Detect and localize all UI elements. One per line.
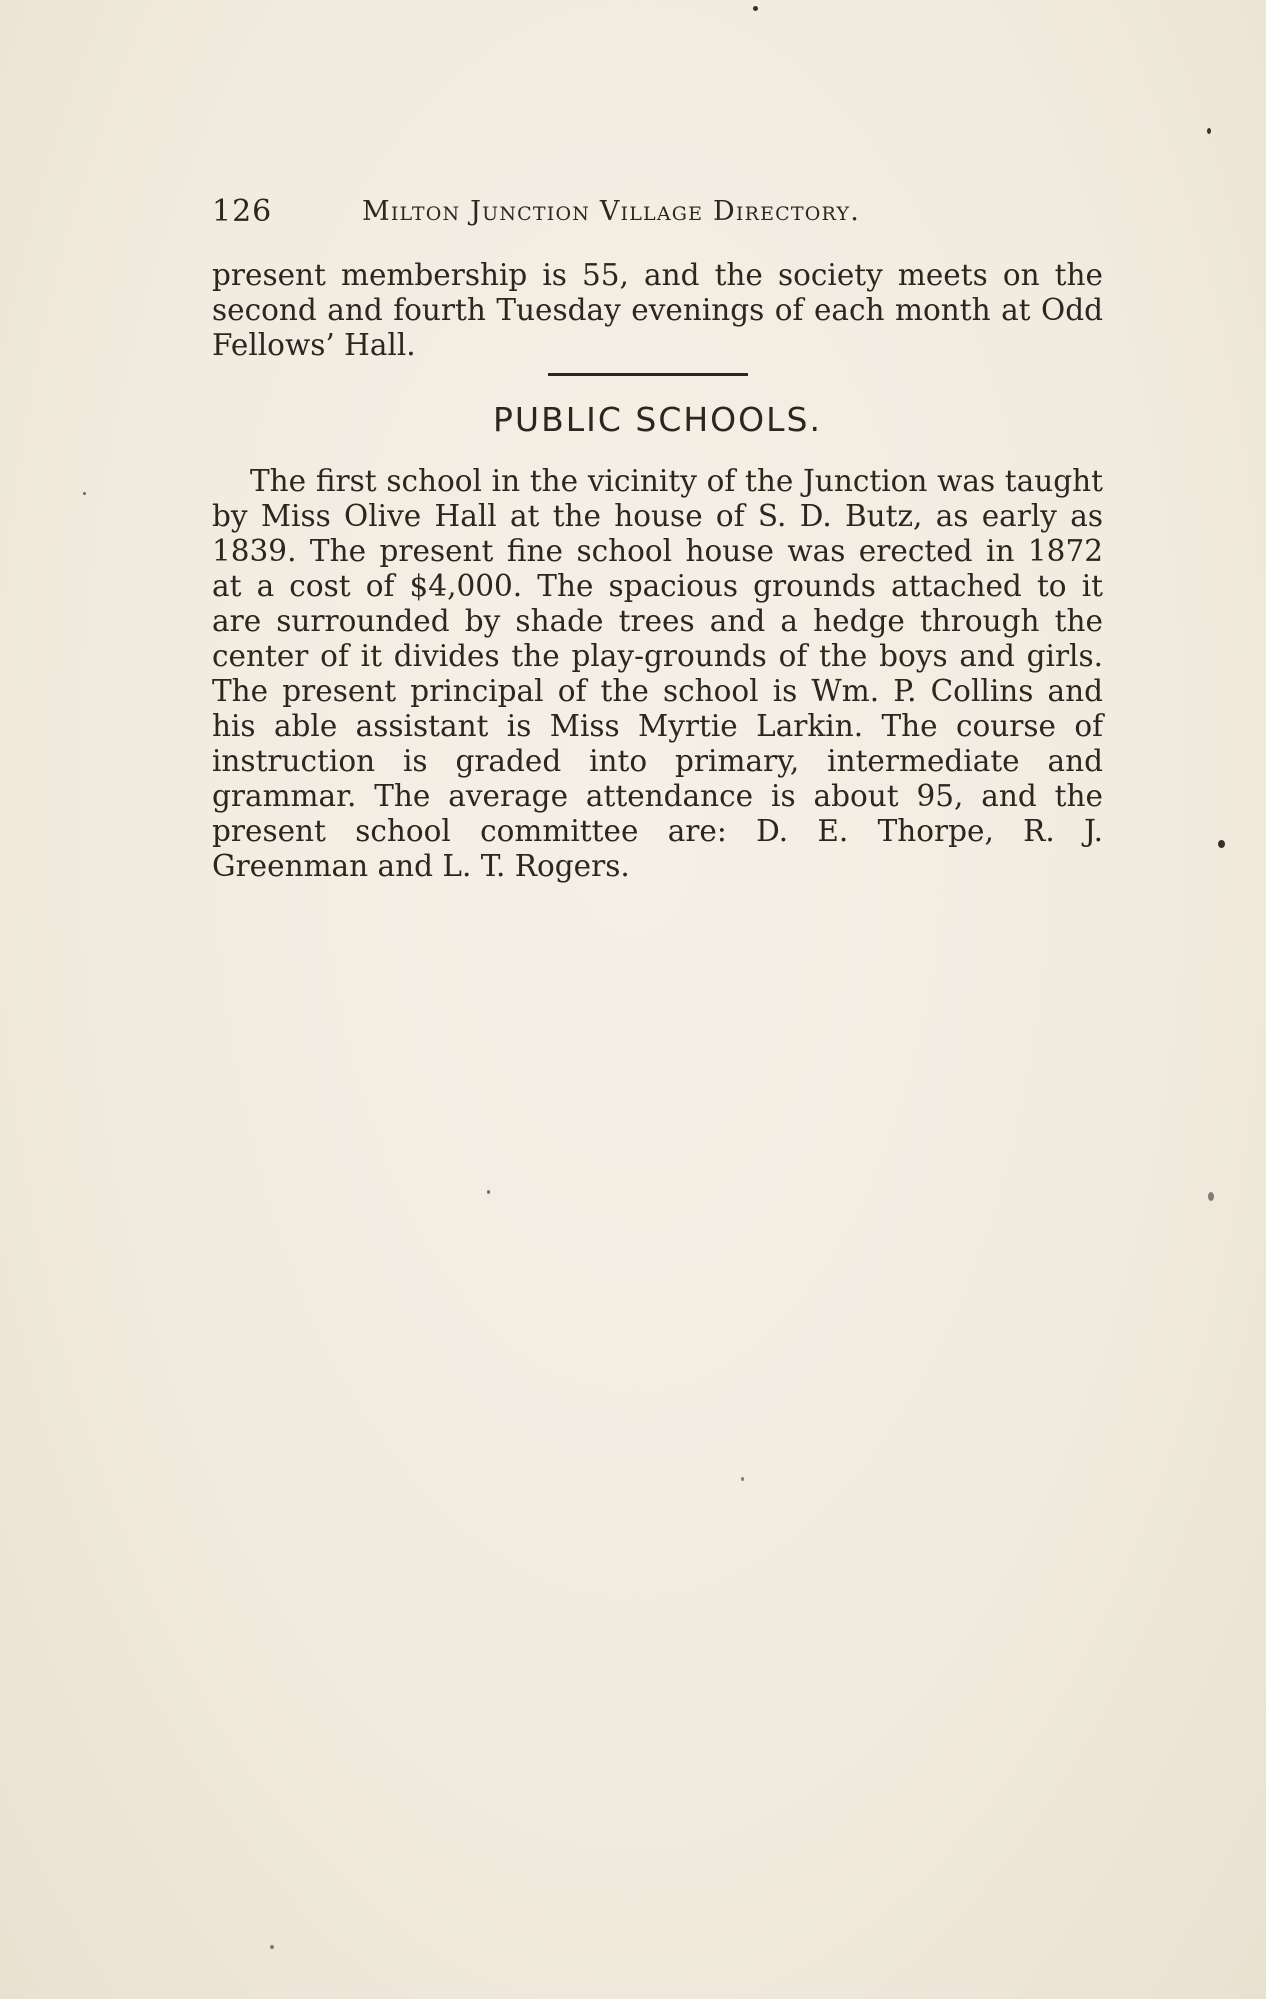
- paper-speck: [487, 1190, 490, 1194]
- section-divider-rule: [548, 373, 748, 376]
- continued-paragraph: present membership is 55, and the society meets on the second and fourth Tuesday evenings of each month at Odd Fellows’ Hall.: [212, 258, 1103, 362]
- running-title: Milton Junction Village Directory.: [362, 196, 860, 227]
- paper-speck: [1208, 1192, 1214, 1201]
- paper-speck: [1218, 840, 1225, 848]
- paper-speck: [270, 1945, 274, 1949]
- running-head: [212, 194, 1102, 234]
- paper-speck: [753, 6, 758, 11]
- paper-speck: [83, 492, 86, 495]
- section-paragraph: The first school in the vicinity of the Junction was taught by Miss Olive Hall at the house of S. D. Butz, as early as 1839. The present fine school house was erected in 1872 at a cost of $4,000. The spacious grounds attached to it are surrounded by shade trees and a hedge through the center of it divides the play-grounds of the boys and girls. The present principal of the school is Wm. P. Collins and his able assistant is Miss Myrtie Larkin. The course of instruction is graded into primary, intermediate and grammar. The average attendance is about 95, and the present school committee are: D. E. Thorpe, R. J. Greenman and L. T. Rogers.: [212, 464, 1103, 883]
- paper-speck: [1207, 128, 1211, 134]
- section-heading: PUBLIC SCHOOLS.: [493, 400, 822, 439]
- page-number: 126: [212, 194, 273, 229]
- paper-speck: [741, 1477, 744, 1481]
